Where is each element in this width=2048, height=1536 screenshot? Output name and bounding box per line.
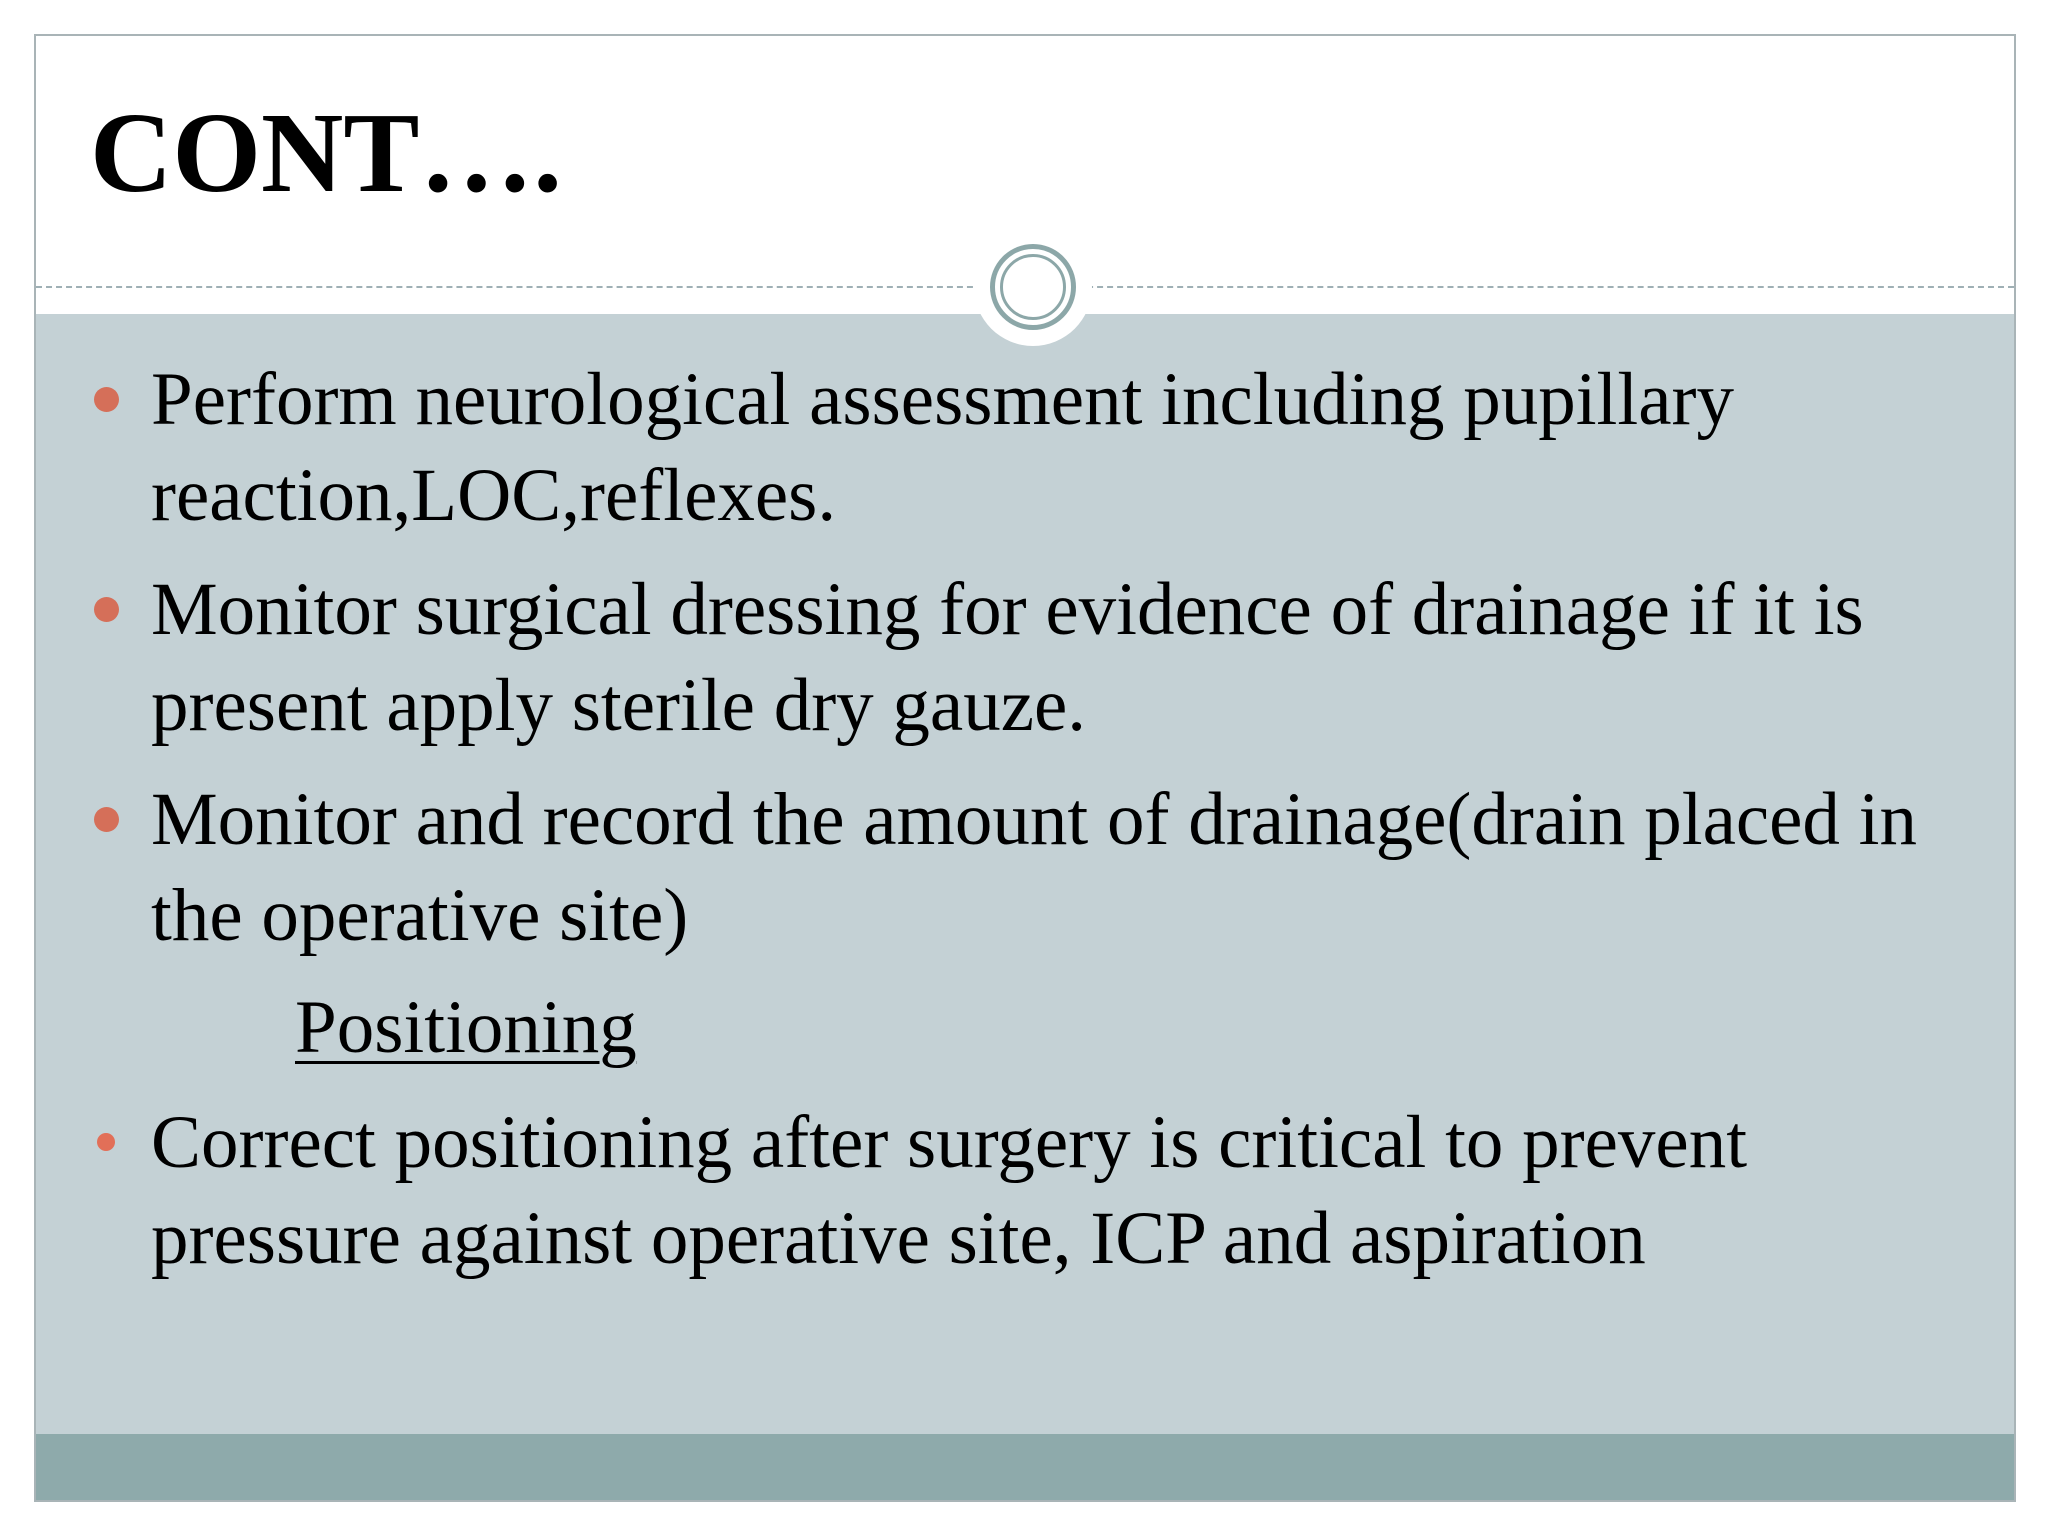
bullet-item-surgical-dressing bbox=[151, 562, 1991, 754]
bullet-item-neurological-assessment bbox=[151, 352, 1991, 544]
content-area bbox=[36, 314, 2014, 1434]
bullet-dot-icon bbox=[94, 597, 119, 622]
bullet-text: Monitor and record the amount of drainage(drain placed in the operative site) bbox=[151, 778, 1918, 957]
presentation-slide bbox=[34, 34, 2016, 1502]
decorative-ring-icon bbox=[974, 228, 1092, 346]
bullet-text: Correct positioning after surgery is critical to prevent pressure against operative site, ICP and aspiration bbox=[151, 1101, 1748, 1280]
positioning-subheading: Positioning bbox=[295, 986, 637, 1069]
bullet-list bbox=[36, 314, 2014, 1434]
inner-ring-icon bbox=[1000, 254, 1066, 320]
footer-band bbox=[36, 1434, 2014, 1502]
outer-ring-icon bbox=[990, 244, 1076, 330]
bullet-text: Monitor surgical dressing for evidence of drainage if it is present apply sterile dry gauze. bbox=[151, 568, 1864, 747]
slide-title: CONT…. bbox=[90, 89, 562, 216]
bullet-dot-icon bbox=[94, 807, 119, 832]
bullet-item-correct-positioning bbox=[151, 1095, 1991, 1287]
bullet-text: Perform neurological assessment including pupillary reaction,LOC,reflexes. bbox=[151, 358, 1734, 537]
bullet-dot-icon bbox=[94, 387, 119, 412]
bullet-dot-icon bbox=[97, 1133, 115, 1151]
bullet-item-drainage-record bbox=[151, 772, 1991, 964]
